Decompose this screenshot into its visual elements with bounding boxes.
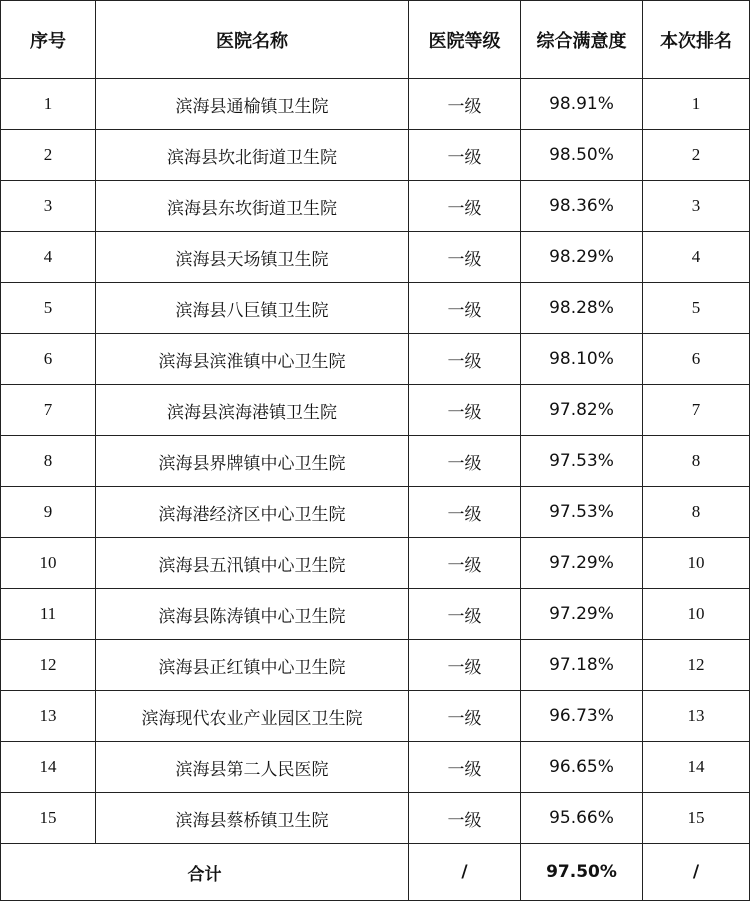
cell-satisfaction: 97.53% xyxy=(521,436,643,487)
cell-no: 14 xyxy=(1,742,96,793)
cell-satisfaction: 97.53% xyxy=(521,487,643,538)
cell-hospital-level: 一级 xyxy=(409,79,521,130)
cell-rank: 6 xyxy=(643,334,750,385)
cell-rank: 8 xyxy=(643,487,750,538)
header-row xyxy=(1,1,750,79)
table-row xyxy=(1,232,750,283)
header-hospital-level: 医院等级 xyxy=(409,1,521,79)
cell-no: 1 xyxy=(1,79,96,130)
cell-satisfaction: 97.29% xyxy=(521,589,643,640)
cell-no: 8 xyxy=(1,436,96,487)
cell-no: 13 xyxy=(1,691,96,742)
table-row xyxy=(1,742,750,793)
table-row xyxy=(1,79,750,130)
cell-hospital-name: 滨海县界牌镇中心卫生院 xyxy=(96,436,409,487)
header-hospital-name: 医院名称 xyxy=(96,1,409,79)
cell-hospital-level: 一级 xyxy=(409,691,521,742)
cell-hospital-level: 一级 xyxy=(409,334,521,385)
cell-rank: 10 xyxy=(643,538,750,589)
cell-satisfaction: 98.29% xyxy=(521,232,643,283)
cell-hospital-name: 滨海县东坎街道卫生院 xyxy=(96,181,409,232)
cell-hospital-level: 一级 xyxy=(409,385,521,436)
cell-satisfaction: 96.73% xyxy=(521,691,643,742)
table-row xyxy=(1,436,750,487)
table-row xyxy=(1,181,750,232)
cell-rank: 3 xyxy=(643,181,750,232)
total-satisfaction: 97.50% xyxy=(521,844,643,901)
cell-satisfaction: 97.29% xyxy=(521,538,643,589)
cell-rank: 1 xyxy=(643,79,750,130)
cell-no: 11 xyxy=(1,589,96,640)
cell-satisfaction: 98.36% xyxy=(521,181,643,232)
cell-no: 2 xyxy=(1,130,96,181)
total-level: / xyxy=(409,844,521,901)
table-row xyxy=(1,538,750,589)
cell-hospital-name: 滨海县第二人民医院 xyxy=(96,742,409,793)
cell-satisfaction: 98.50% xyxy=(521,130,643,181)
table-row xyxy=(1,589,750,640)
cell-satisfaction: 98.28% xyxy=(521,283,643,334)
cell-hospital-name: 滨海县天场镇卫生院 xyxy=(96,232,409,283)
cell-rank: 4 xyxy=(643,232,750,283)
cell-hospital-level: 一级 xyxy=(409,640,521,691)
cell-no: 4 xyxy=(1,232,96,283)
cell-no: 5 xyxy=(1,283,96,334)
cell-no: 3 xyxy=(1,181,96,232)
cell-hospital-level: 一级 xyxy=(409,181,521,232)
cell-hospital-level: 一级 xyxy=(409,742,521,793)
cell-hospital-name: 滨海县八巨镇卫生院 xyxy=(96,283,409,334)
cell-rank: 5 xyxy=(643,283,750,334)
cell-hospital-level: 一级 xyxy=(409,436,521,487)
table-row xyxy=(1,334,750,385)
cell-hospital-name: 滨海县正红镇中心卫生院 xyxy=(96,640,409,691)
table-row xyxy=(1,691,750,742)
total-row xyxy=(1,844,750,901)
cell-hospital-name: 滨海港经济区中心卫生院 xyxy=(96,487,409,538)
cell-satisfaction: 98.10% xyxy=(521,334,643,385)
table-row xyxy=(1,283,750,334)
cell-hospital-name: 滨海县陈涛镇中心卫生院 xyxy=(96,589,409,640)
cell-rank: 14 xyxy=(643,742,750,793)
cell-hospital-level: 一级 xyxy=(409,487,521,538)
cell-hospital-level: 一级 xyxy=(409,130,521,181)
cell-rank: 10 xyxy=(643,589,750,640)
cell-rank: 2 xyxy=(643,130,750,181)
table-row xyxy=(1,640,750,691)
cell-no: 12 xyxy=(1,640,96,691)
table-row xyxy=(1,385,750,436)
cell-satisfaction: 95.66% xyxy=(521,793,643,844)
cell-hospital-level: 一级 xyxy=(409,538,521,589)
total-rank: / xyxy=(643,844,750,901)
header-rank: 本次排名 xyxy=(643,1,750,79)
cell-hospital-name: 滨海县蔡桥镇卫生院 xyxy=(96,793,409,844)
cell-hospital-name: 滨海县滨淮镇中心卫生院 xyxy=(96,334,409,385)
cell-no: 7 xyxy=(1,385,96,436)
cell-hospital-name: 滨海县五汛镇中心卫生院 xyxy=(96,538,409,589)
table-row xyxy=(1,793,750,844)
cell-no: 9 xyxy=(1,487,96,538)
cell-hospital-level: 一级 xyxy=(409,589,521,640)
table-row xyxy=(1,487,750,538)
cell-rank: 15 xyxy=(643,793,750,844)
cell-no: 6 xyxy=(1,334,96,385)
header-no: 序号 xyxy=(1,1,96,79)
cell-hospital-name: 滨海县坎北街道卫生院 xyxy=(96,130,409,181)
cell-rank: 13 xyxy=(643,691,750,742)
cell-hospital-name: 滨海县滨海港镇卫生院 xyxy=(96,385,409,436)
cell-hospital-level: 一级 xyxy=(409,283,521,334)
cell-hospital-name: 滨海现代农业产业园区卫生院 xyxy=(96,691,409,742)
table-body xyxy=(1,79,750,844)
cell-no: 15 xyxy=(1,793,96,844)
cell-hospital-name: 滨海县通榆镇卫生院 xyxy=(96,79,409,130)
cell-hospital-level: 一级 xyxy=(409,793,521,844)
table-row xyxy=(1,130,750,181)
cell-rank: 8 xyxy=(643,436,750,487)
cell-satisfaction: 97.18% xyxy=(521,640,643,691)
total-label: 合计 xyxy=(1,844,409,901)
cell-satisfaction: 97.82% xyxy=(521,385,643,436)
header-satisfaction: 综合满意度 xyxy=(521,1,643,79)
cell-rank: 7 xyxy=(643,385,750,436)
cell-satisfaction: 96.65% xyxy=(521,742,643,793)
cell-rank: 12 xyxy=(643,640,750,691)
cell-satisfaction: 98.91% xyxy=(521,79,643,130)
cell-hospital-level: 一级 xyxy=(409,232,521,283)
cell-no: 10 xyxy=(1,538,96,589)
